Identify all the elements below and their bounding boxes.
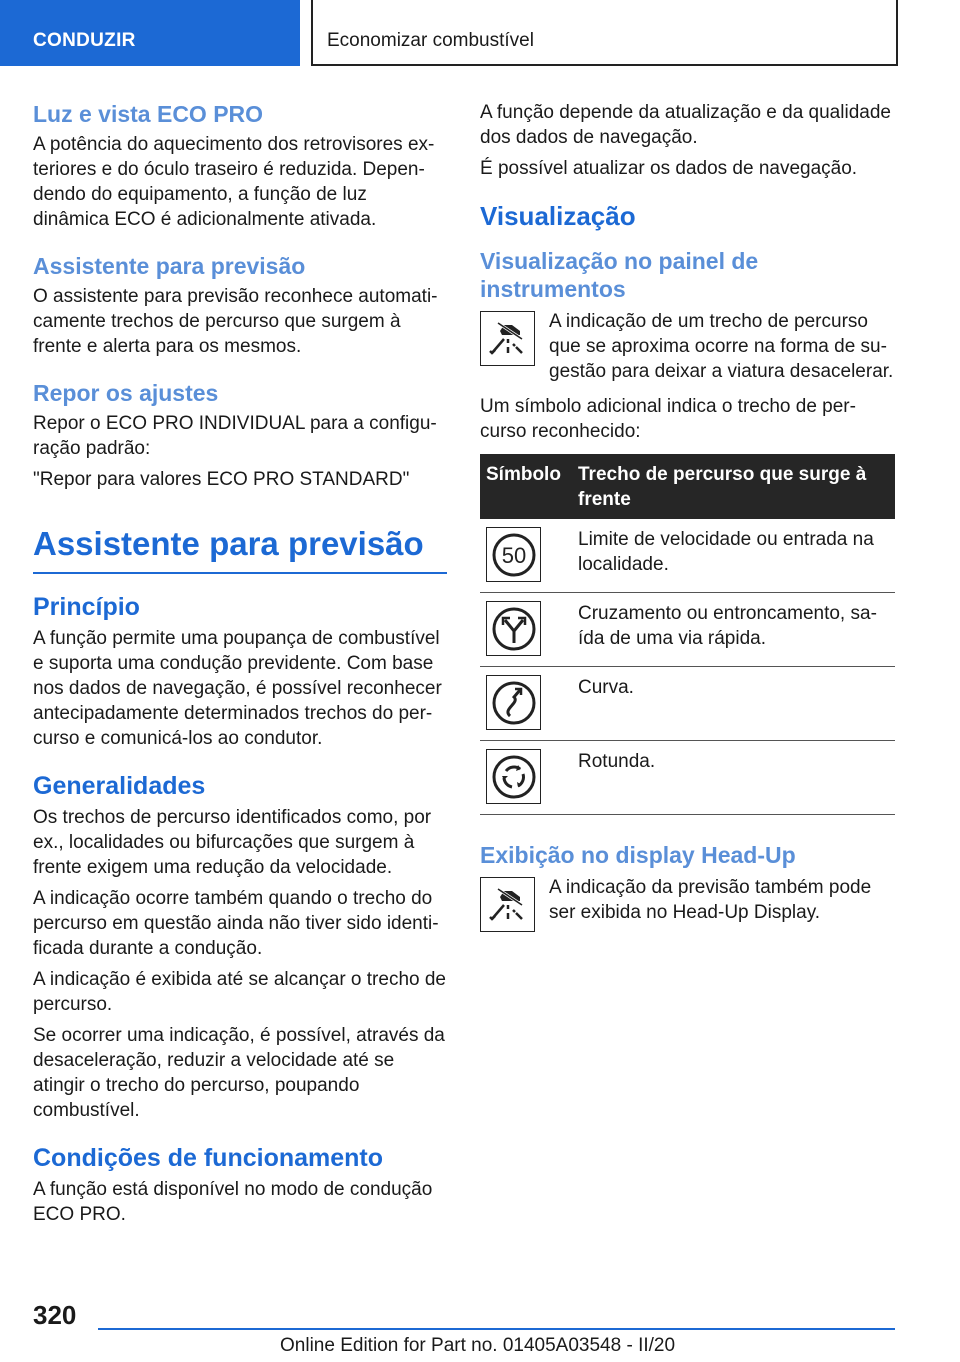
row-description: Rotunda.	[572, 741, 895, 815]
table-header-row	[480, 454, 895, 519]
topic-tab	[311, 0, 898, 66]
column-header-symbol: Símbolo	[480, 454, 572, 519]
paragraph-navegacao-2: É possível atualizar os dados de navegação.	[480, 158, 858, 179]
paragraph-generalidades-3: A indicação é exibida até se alcançar o trecho de percurso.	[33, 969, 446, 1015]
heading-painel: Visualização no painel de instrumentos	[480, 248, 759, 302]
footer-divider	[98, 1328, 895, 1330]
paragraph-painel: A indicação de um trecho de percurso que se aproxima ocorre na forma de sugestão para deixar a viatura desacelerar.	[549, 311, 894, 382]
heading-condicoes: Condições de funcionamento	[33, 1144, 384, 1172]
page-number: 320	[33, 1300, 77, 1330]
heading-principio: Princípio	[33, 593, 140, 621]
row-description: Limite de velocidade ou entrada na localidade.	[572, 519, 895, 593]
heading-hud: Exibição no display Head-Up	[480, 842, 796, 868]
paragraph-hud: A indicação da previsão também pode ser exibida no Head-Up Display.	[549, 877, 872, 923]
heading-assistente: Assistente para previsão	[33, 253, 306, 279]
table-row	[480, 667, 895, 741]
junction-icon	[486, 601, 541, 656]
edition-text: Online Edition for Part no. 01405A03548 - II/20	[280, 1335, 676, 1356]
paragraph-assistente: O assistente para previsão reconhece automaticamente trechos de percurso que surgem à frente e alerta para os mesmos.	[33, 286, 438, 357]
paragraph-repor-1: Repor o ECO PRO INDIVIDUAL para a configuração padrão:	[33, 413, 437, 459]
column-header-description: Trecho de percurso que surge à frente	[572, 454, 895, 519]
heading-visualizacao: Visualização	[480, 201, 636, 231]
topic-label: Economizar combustível	[327, 30, 534, 51]
hud-indicator-block	[480, 875, 895, 932]
table-row	[480, 741, 895, 815]
paragraph-generalidades-1: Os trechos de percurso identificados como, por ex., localidades ou bifurcações que surgem à frente exigem uma redução da velocidade.	[33, 807, 432, 878]
deceleration-hint-icon	[480, 311, 535, 366]
paragraph-generalidades-2: A indicação ocorre também quando o trecho do percurso em questão ainda não tiver sido identificada durante a condução.	[33, 888, 439, 959]
deceleration-hint-icon	[480, 877, 535, 932]
row-description: Curva.	[572, 667, 895, 741]
paragraph-condicoes: A função está disponível no modo de condução ECO PRO.	[33, 1179, 433, 1225]
chapter-tab	[0, 0, 300, 66]
paragraph-simbolo: Um símbolo adicional indica o trecho de percurso reconhecido:	[480, 396, 856, 442]
left-column	[33, 100, 447, 1233]
paragraph-navegacao-1: A função depende da atualização e da qualidade dos dados de navegação.	[480, 102, 891, 148]
section-title: Assistente para previsão	[33, 525, 424, 562]
curve-icon	[486, 675, 541, 730]
section-divider	[33, 572, 447, 574]
right-column	[480, 100, 895, 942]
roundabout-icon	[486, 749, 541, 804]
paragraph-luz-eco: A potência do aquecimento dos retrovisores exteriores e do óculo traseiro é reduzida. Dependendo do equipamento, a função de luz dinâmica ECO é adicionalmente ativada.	[33, 134, 435, 230]
paragraph-principio: A função permite uma poupança de combustível e suporta uma condução previdente. Com base nos dados de navegação, é possível reconhecer antecipadamente determinados trechos do percurso e comunicá-los ao condutor.	[33, 628, 442, 749]
heading-luz-eco: Luz e vista ECO PRO	[33, 101, 264, 127]
chapter-label: CONDUZIR	[33, 30, 136, 51]
paragraph-repor-2: "Repor para valores ECO PRO STANDARD"	[33, 469, 410, 490]
row-description: Cruzamento ou entroncamento, saída de uma via rápida.	[572, 593, 895, 667]
speed-limit-value: 50	[501, 542, 526, 568]
heading-generalidades: Generalidades	[33, 772, 206, 800]
symbol-table	[480, 454, 895, 815]
table-row	[480, 519, 895, 593]
speed-limit-50-icon	[486, 527, 541, 582]
paragraph-generalidades-4: Se ocorrer uma indicação, é possível, através da desaceleração, reduzir a velocidade até se atingir o trecho do percurso, poupando combustível.	[33, 1025, 445, 1121]
table-row	[480, 593, 895, 667]
painel-indicator-block	[480, 309, 895, 384]
heading-repor: Repor os ajustes	[33, 380, 219, 406]
